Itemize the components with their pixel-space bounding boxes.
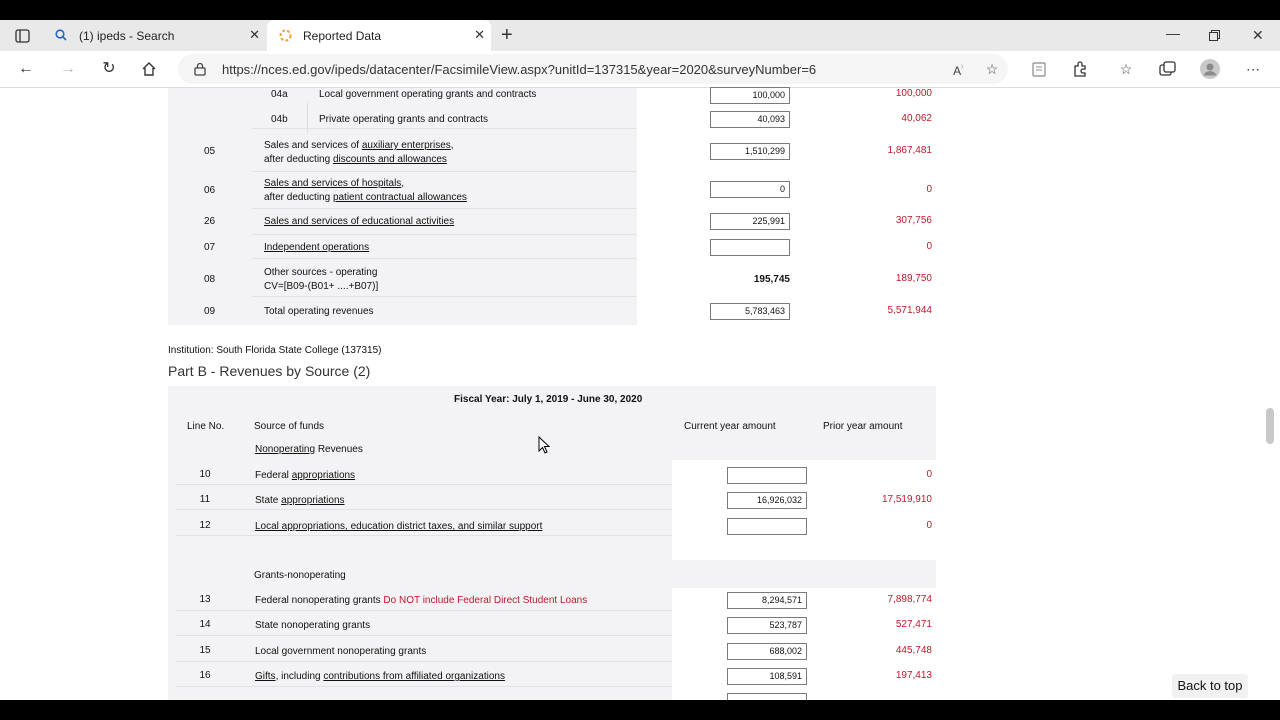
source-label: Federal appropriations	[255, 470, 356, 481]
home-icon[interactable]	[141, 61, 157, 77]
row-divider	[176, 484, 672, 485]
more-options-icon[interactable]: ⋯	[1246, 61, 1260, 77]
line-number: 26	[204, 216, 216, 227]
read-aloud-icon[interactable]: A⁾	[953, 64, 963, 78]
row-divider	[176, 661, 672, 662]
link-gifts[interactable]: Gifts	[255, 671, 276, 682]
profile-avatar-icon[interactable]	[1200, 59, 1220, 79]
url-text[interactable]: https://nces.ed.gov/ipeds/datacenter/FacsimileView.aspx?unitId=137315&year=2020&surveyNumber=6	[222, 62, 817, 77]
current-amount-input[interactable]: 8,294,571	[727, 592, 807, 609]
line-number: 07	[204, 242, 216, 253]
tab-label: Reported Data	[303, 29, 382, 43]
current-amount-input[interactable]: 225,991	[710, 213, 790, 230]
line-number: 16	[199, 670, 211, 681]
warning-note: Do NOT include Federal Direct Student Loans	[383, 595, 588, 606]
line-number: 10	[199, 469, 211, 480]
current-amount-input[interactable]: 523,787	[727, 617, 807, 634]
refresh-icon[interactable]: ↻	[102, 60, 116, 77]
search-icon	[55, 29, 67, 41]
tab-reported-data[interactable]	[267, 20, 491, 51]
row-divider	[252, 296, 637, 297]
link-independent-operations[interactable]: Independent operations	[264, 242, 370, 253]
header-line-no: Line No.	[187, 421, 225, 432]
current-amount-input[interactable]: 100,000	[710, 87, 790, 104]
line-number: 15	[199, 645, 211, 656]
line-number: 09	[204, 306, 216, 317]
current-amount-input[interactable]: 16,926,032	[727, 492, 807, 509]
link-educational-activities[interactable]: Sales and services of educational activities	[264, 216, 455, 227]
prior-amount: 1,867,481	[887, 145, 932, 156]
row-divider	[176, 635, 672, 636]
row-divider	[252, 258, 637, 259]
page-content	[0, 88, 1280, 700]
link-hospitals[interactable]: Sales and services of hospitals	[264, 178, 402, 189]
new-tab-icon[interactable]: +	[501, 24, 513, 46]
current-amount-input[interactable]: 688,002	[727, 643, 807, 660]
prior-amount: 7,898,774	[887, 594, 932, 605]
row-divider	[252, 208, 637, 209]
calculated-value: 195,745	[753, 274, 790, 285]
row-divider	[252, 171, 637, 172]
line-number: 06	[204, 185, 216, 196]
prior-amount: 0	[926, 469, 932, 480]
row-divider	[176, 610, 672, 611]
source-label: Local government nonoperating grants	[255, 646, 427, 657]
minimize-icon[interactable]: —	[1166, 25, 1180, 41]
current-amount-input[interactable]	[727, 467, 807, 484]
current-amount-input[interactable]: 5,783,463	[710, 303, 790, 320]
formula-label: CV=[B09-(B01+ ....+B07)]	[264, 281, 379, 292]
part-b-title: Part B - Revenues by Source (2)	[168, 363, 371, 379]
link-local-appropriations[interactable]: Local appropriations, education district taxes, and similar support	[255, 521, 543, 532]
header-current-amount: Current year amount	[684, 421, 776, 432]
line-number: 14	[199, 619, 211, 630]
close-tab-icon[interactable]: ✕	[249, 27, 260, 42]
institution-label: Institution: South Florida State College (137315)	[168, 345, 382, 356]
favorites-icon[interactable]: ☆	[1119, 61, 1133, 77]
address-toolbar	[0, 51, 1280, 88]
add-favorite-icon[interactable]: ☆	[985, 61, 999, 77]
source-label: Total operating revenues	[264, 306, 374, 317]
tab-label: (1) ipeds - Search	[79, 29, 175, 43]
prior-amount: 197,413	[895, 670, 932, 681]
prior-amount: 5,571,944	[887, 305, 932, 316]
prior-amount: 307,756	[895, 215, 932, 226]
prior-amount: 0	[926, 184, 932, 195]
header-source: Source of funds	[254, 421, 325, 432]
close-tab-icon[interactable]: ✕	[474, 27, 485, 42]
prior-amount: 17,519,910	[881, 494, 932, 505]
lock-icon[interactable]	[194, 62, 206, 76]
browser-window	[0, 20, 1280, 700]
grants-nonoperating-label: Grants-nonoperating	[254, 570, 346, 581]
current-amount-input[interactable]	[727, 518, 807, 535]
back-icon[interactable]: ←	[18, 60, 34, 77]
source-label: Local government operating grants and contracts	[319, 89, 537, 100]
extensions-icon[interactable]	[1072, 61, 1088, 77]
tab-bar	[0, 20, 1280, 51]
prior-amount: 40,062	[901, 113, 932, 124]
source-label: Other sources - operating	[264, 267, 378, 278]
fiscal-year-header: Fiscal Year: July 1, 2019 - June 30, 2020	[454, 394, 643, 405]
source-label: Gifts, including contributions from affiliated organizations	[255, 671, 505, 682]
source-label: Sales and services of hospitals,	[264, 178, 405, 189]
row-divider	[176, 686, 672, 687]
close-window-icon[interactable]: ✕	[1252, 27, 1264, 43]
row-divider	[252, 234, 637, 235]
collections-icon[interactable]	[1159, 61, 1176, 77]
line-number: 04b	[271, 114, 288, 125]
current-amount-input[interactable]	[727, 693, 807, 700]
line-number: 12	[199, 520, 211, 531]
address-bar[interactable]	[178, 54, 1008, 84]
line-number: 13	[199, 594, 211, 605]
row-divider	[176, 509, 672, 510]
restore-icon[interactable]	[1209, 30, 1220, 41]
header-prior-amount: Prior year amount	[823, 421, 903, 432]
loading-icon	[279, 29, 292, 42]
line-number: 11	[199, 494, 211, 505]
source-label: after deducting patient contractual allowances	[264, 192, 467, 203]
row-divider	[252, 128, 637, 129]
source-label: State appropriations	[255, 495, 345, 506]
current-amount-input[interactable]	[710, 239, 790, 256]
scrollbar-thumb[interactable]	[1266, 408, 1274, 444]
link-appropriations[interactable]: appropriations	[281, 495, 345, 506]
tab-actions-icon[interactable]	[15, 29, 30, 43]
current-amount-input[interactable]: 0	[710, 181, 790, 198]
source-label: after deducting discounts and allowances	[264, 154, 447, 165]
current-amount-input[interactable]: 108,591	[727, 668, 807, 685]
source-label: State nonoperating grants	[255, 620, 371, 631]
prior-amount: 0	[926, 520, 932, 531]
link-auxiliary-enterprises[interactable]: auxiliary enterprises	[361, 140, 451, 151]
prior-amount: 445,748	[895, 645, 932, 656]
row-divider	[176, 535, 672, 536]
prior-amount: 527,471	[895, 619, 932, 630]
prior-amount: 189,750	[895, 273, 932, 284]
mouse-cursor-icon	[538, 436, 550, 454]
line-number: 08	[204, 274, 216, 285]
link-discounts-allowances[interactable]: discounts and allowances	[332, 154, 447, 165]
source-label: Federal nonoperating grants Do NOT include Federal Direct Student Loans	[255, 595, 588, 606]
link-nonoperating[interactable]: Nonoperating	[255, 444, 316, 455]
nonoperating-revenues-label: Nonoperating Revenues	[255, 444, 363, 455]
reading-view-icon[interactable]	[1032, 62, 1046, 77]
current-amount-input[interactable]: 40,093	[710, 111, 790, 128]
prior-amount: 0	[926, 241, 932, 252]
line-number: 05	[204, 146, 216, 157]
prior-amount: 100,000	[895, 88, 932, 99]
link-patient-allowances[interactable]: patient contractual allowances	[332, 192, 467, 203]
tab-search[interactable]	[44, 20, 266, 51]
link-affiliated-contributions[interactable]: contributions from affiliated organizations	[323, 671, 505, 682]
link-appropriations[interactable]: appropriations	[291, 470, 356, 481]
forward-icon[interactable]: →	[60, 60, 76, 77]
back-to-top-button[interactable]: Back to top	[1172, 674, 1248, 698]
source-label: Private operating grants and contracts	[319, 114, 488, 125]
line-number: 04a	[271, 89, 288, 100]
source-label: Sales and services of auxiliary enterprises,	[264, 140, 454, 151]
current-amount-input[interactable]: 1,510,299	[710, 143, 790, 160]
